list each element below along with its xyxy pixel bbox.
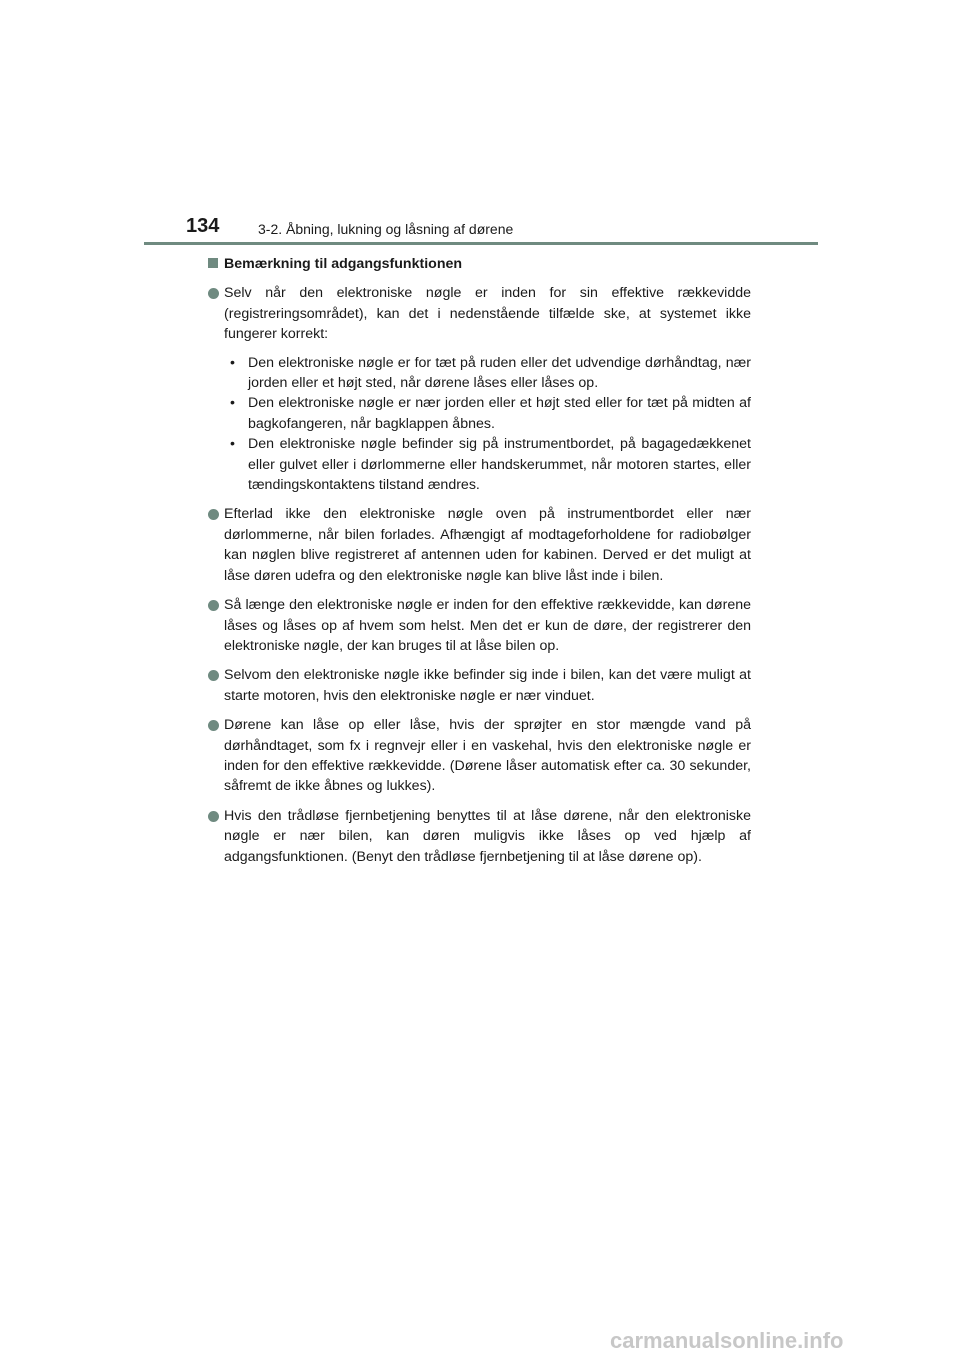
list-item-text: Selv når den elektroniske nøgle er inden for sin effektive rækkevidde (registreringsområdet), kan det i nedenstående tilfælde ske, at systemet ikke fungerer korrekt:	[224, 285, 751, 343]
dot-bullet-icon: •	[230, 354, 235, 371]
sub-list-item: • Den elektroniske nøgle er nær jorden eller et højt sted eller for tæt på midten af bagkofangeren, når bagklappen åbnes.	[224, 393, 751, 434]
list-item	[208, 665, 751, 706]
list-item-text: Hvis den trådløse fjernbetjening benyttes til at låse dørene, når den elektroniske nøgle er nær bilen, kan døren muligvis ikke låses op ved hjælp af adgangsfunktionen. (Benyt den trådløse fjernbetjening til at låse dørene op).	[224, 807, 751, 865]
square-bullet-icon	[208, 258, 218, 268]
header-rule	[144, 242, 818, 245]
list-item	[208, 595, 751, 656]
round-bullet-icon	[208, 811, 219, 822]
round-bullet-icon	[208, 509, 219, 520]
list-item	[208, 283, 751, 495]
list-item	[208, 715, 751, 797]
list-item	[208, 806, 751, 867]
list-item-text: Så længe den elektroniske nøgle er inden for den effektive rækkevidde, kan dørene låses og låses op af hvem som helst. Men det er kun de døre, der registrerer den elektroniske nøgle, der kan bruges til at låse bilen op.	[224, 597, 751, 654]
round-bullet-icon	[208, 720, 219, 731]
section-title: 3-2. Åbning, lukning og låsning af dørene	[258, 221, 514, 237]
section-heading	[208, 254, 751, 274]
section-heading-text: Bemærkning til adgangsfunktionen	[224, 256, 463, 272]
sub-list-item: • Den elektroniske nøgle er for tæt på ruden eller det udvendige dørhåndtag, nær jorden eller et højt sted, når dørene låses eller låses op.	[224, 353, 751, 394]
list-item-text: Selvom den elektroniske nøgle ikke befinder sig inde i bilen, kan det være muligt at starte motoren, hvis den elektroniske nøgle er nær vinduet.	[224, 667, 751, 704]
round-bullet-icon	[208, 288, 219, 299]
list-item-text: Efterlad ikke den elektroniske nøgle oven på instrumentbordet eller nær dørlommerne, når bilen forlades. Afhængigt af modtageforholdene for radiobølger kan nøglen blive registreret af antennen uden for kabinen. Derved er det muligt at låse døren udefra og den elektroniske nøgle kan blive låst inde i bilen.	[224, 506, 751, 584]
sub-list	[224, 353, 751, 496]
page-number: 134	[186, 215, 220, 237]
dot-bullet-icon: •	[230, 395, 235, 412]
list-item-text: Dørene kan låse op eller låse, hvis der sprøjter en stor mængde vand på dørhåndtaget, som fx i regnvejr eller i en vaskehal, hvis den elektroniske nøgle er inden for den effektive rækkevidde. (Dørene låser automatisk efter ca. 30 sekunder, såfremt de ikke åbnes og lukkes).	[224, 717, 751, 795]
round-bullet-icon	[208, 670, 219, 681]
sub-list-item: • Den elektroniske nøgle befinder sig på instrumentbordet, på bagagedækkenet eller gulvet eller i dørlommerne eller handskerummet, når motoren startes, eller tændingskontaktens tilstand ændres.	[224, 434, 751, 495]
content	[208, 254, 751, 867]
list-item	[208, 504, 751, 586]
watermark: carmanualsonline.info	[610, 1328, 844, 1353]
dot-bullet-icon: •	[230, 436, 235, 453]
round-bullet-icon	[208, 600, 219, 611]
